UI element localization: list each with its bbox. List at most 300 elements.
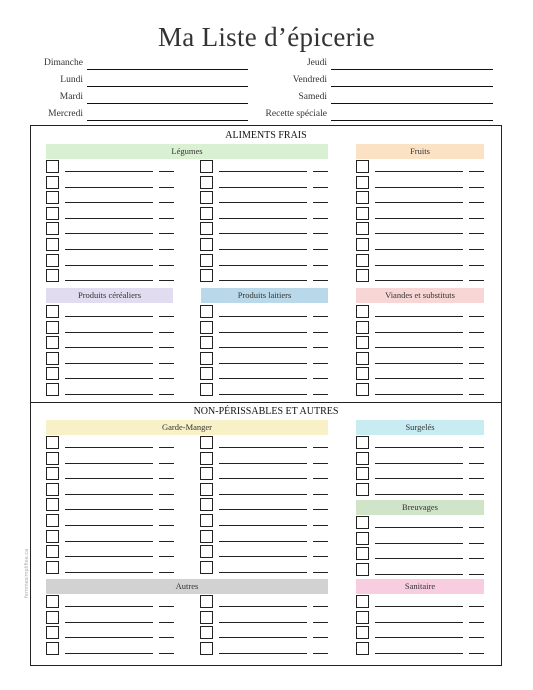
checkbox[interactable]	[46, 498, 59, 511]
item-quantity-line[interactable]	[313, 606, 328, 607]
item-quantity-line[interactable]	[469, 394, 484, 395]
item-name-line[interactable]	[375, 218, 463, 219]
item-quantity-line[interactable]	[159, 572, 174, 573]
item-name-line[interactable]	[375, 527, 463, 528]
category-sanitaire: Sanitaire	[356, 579, 484, 594]
checkbox[interactable]	[46, 321, 59, 334]
item-name-line[interactable]	[375, 394, 463, 395]
item-quantity-line[interactable]	[159, 249, 174, 250]
item-quantity-line[interactable]	[313, 187, 328, 188]
item-quantity-line[interactable]	[159, 218, 174, 219]
list-item	[356, 222, 484, 235]
item-name-line[interactable]	[375, 171, 463, 172]
checkbox[interactable]	[200, 160, 213, 173]
item-quantity-line[interactable]	[469, 527, 484, 528]
item-name-line[interactable]	[375, 233, 463, 234]
item-quantity-line[interactable]	[469, 558, 484, 559]
checkbox[interactable]	[46, 642, 59, 655]
item-quantity-line[interactable]	[469, 463, 484, 464]
category-produits-cerealiers: Produits céréaliers	[46, 288, 173, 303]
item-name-line[interactable]	[375, 280, 463, 281]
checkbox[interactable]	[200, 530, 213, 543]
checkbox[interactable]	[200, 436, 213, 449]
item-name-line[interactable]	[219, 187, 307, 188]
item-quantity-line[interactable]	[159, 637, 174, 638]
checkbox[interactable]	[46, 595, 59, 608]
day-line-mardi[interactable]	[87, 103, 248, 104]
item-name-line[interactable]	[375, 637, 463, 638]
item-name-line[interactable]	[219, 478, 307, 479]
item-name-line[interactable]	[219, 541, 307, 542]
item-name-line[interactable]	[65, 653, 153, 654]
item-quantity-line[interactable]	[313, 202, 328, 203]
list-item	[200, 176, 328, 189]
checkbox[interactable]	[200, 176, 213, 189]
day-label-mercredi: Mercredi	[48, 109, 83, 119]
item-name-line[interactable]	[375, 653, 463, 654]
list-item	[200, 483, 328, 496]
item-quantity-line[interactable]	[313, 316, 328, 317]
item-quantity-line[interactable]	[469, 280, 484, 281]
item-name-line[interactable]	[65, 378, 153, 379]
list-item	[200, 436, 328, 449]
item-name-line[interactable]	[65, 187, 153, 188]
item-quantity-line[interactable]	[159, 447, 174, 448]
item-name-line[interactable]	[65, 606, 153, 607]
day-label-vendredi: Vendredi	[292, 75, 327, 85]
item-quantity-line[interactable]	[469, 447, 484, 448]
item-quantity-line[interactable]	[159, 378, 174, 379]
item-name-line[interactable]	[65, 447, 153, 448]
list-item	[356, 483, 484, 496]
item-name-line[interactable]	[219, 202, 307, 203]
item-name-line[interactable]	[219, 332, 307, 333]
list-item	[200, 367, 328, 380]
checkbox[interactable]	[46, 514, 59, 527]
item-name-line[interactable]	[375, 543, 463, 544]
checkbox[interactable]	[46, 254, 59, 267]
list-item	[200, 626, 328, 639]
item-quantity-line[interactable]	[469, 249, 484, 250]
list-item	[200, 514, 328, 527]
list-item	[46, 642, 174, 655]
list-item	[356, 176, 484, 189]
list-item	[200, 530, 328, 543]
item-name-line[interactable]	[219, 233, 307, 234]
item-name-line[interactable]	[65, 556, 153, 557]
list-item	[46, 561, 174, 574]
item-quantity-line[interactable]	[159, 509, 174, 510]
checkbox[interactable]	[356, 269, 369, 282]
checkbox[interactable]	[356, 563, 369, 576]
checkbox[interactable]	[356, 452, 369, 465]
item-name-line[interactable]	[375, 265, 463, 266]
checkbox[interactable]	[46, 238, 59, 251]
item-quantity-line[interactable]	[469, 347, 484, 348]
checkbox[interactable]	[200, 321, 213, 334]
item-name-line[interactable]	[219, 316, 307, 317]
item-name-line[interactable]	[375, 622, 463, 623]
checkbox[interactable]	[200, 452, 213, 465]
checkbox[interactable]	[46, 269, 59, 282]
category-autres: Autres	[46, 579, 328, 594]
category-viandes-substituts: Viandes et substituts	[356, 288, 484, 303]
list-item	[356, 207, 484, 220]
item-quantity-line[interactable]	[469, 637, 484, 638]
list-item	[200, 222, 328, 235]
item-quantity-line[interactable]	[159, 347, 174, 348]
list-item	[200, 191, 328, 204]
item-name-line[interactable]	[219, 171, 307, 172]
item-quantity-line[interactable]	[313, 363, 328, 364]
checkbox[interactable]	[46, 160, 59, 173]
item-name-line[interactable]	[375, 494, 463, 495]
day-line-samedi[interactable]	[331, 103, 493, 104]
checkbox[interactable]	[46, 176, 59, 189]
category-garde-manger: Garde-Manger	[46, 420, 328, 435]
item-quantity-line[interactable]	[159, 478, 174, 479]
checkbox[interactable]	[200, 483, 213, 496]
checkbox[interactable]	[46, 436, 59, 449]
item-name-line[interactable]	[375, 378, 463, 379]
item-quantity-line[interactable]	[313, 494, 328, 495]
checkbox[interactable]	[200, 467, 213, 480]
item-name-line[interactable]	[65, 171, 153, 172]
item-name-line[interactable]	[219, 249, 307, 250]
list-item	[46, 160, 174, 173]
checkbox[interactable]	[356, 207, 369, 220]
item-name-line[interactable]	[375, 202, 463, 203]
list-item	[356, 467, 484, 480]
item-quantity-line[interactable]	[469, 622, 484, 623]
checkbox[interactable]	[200, 595, 213, 608]
list-item	[200, 383, 328, 396]
checkbox[interactable]	[356, 467, 369, 480]
list-item	[46, 176, 174, 189]
checkbox[interactable]	[200, 626, 213, 639]
checkbox[interactable]	[356, 642, 369, 655]
item-quantity-line[interactable]	[159, 525, 174, 526]
item-quantity-line[interactable]	[469, 363, 484, 364]
list-item	[46, 305, 174, 318]
checkbox[interactable]	[356, 176, 369, 189]
item-quantity-line[interactable]	[159, 202, 174, 203]
item-quantity-line[interactable]	[313, 463, 328, 464]
checkbox[interactable]	[200, 254, 213, 267]
item-name-line[interactable]	[65, 265, 153, 266]
item-quantity-line[interactable]	[159, 556, 174, 557]
checkbox[interactable]	[200, 561, 213, 574]
item-name-line[interactable]	[219, 265, 307, 266]
item-quantity-line[interactable]	[159, 280, 174, 281]
item-name-line[interactable]	[65, 478, 153, 479]
checkbox[interactable]	[356, 305, 369, 318]
item-name-line[interactable]	[65, 572, 153, 573]
item-quantity-line[interactable]	[313, 265, 328, 266]
item-quantity-line[interactable]	[313, 171, 328, 172]
list-item	[356, 321, 484, 334]
checkbox[interactable]	[356, 321, 369, 334]
item-quantity-line[interactable]	[469, 187, 484, 188]
checkbox[interactable]	[46, 367, 59, 380]
item-quantity-line[interactable]	[313, 637, 328, 638]
list-item	[46, 269, 174, 282]
item-quantity-line[interactable]	[469, 494, 484, 495]
checkbox[interactable]	[46, 305, 59, 318]
item-quantity-line[interactable]	[159, 622, 174, 623]
item-name-line[interactable]	[65, 494, 153, 495]
day-line-mercredi[interactable]	[87, 120, 248, 121]
checkbox[interactable]	[356, 222, 369, 235]
list-item	[356, 305, 484, 318]
day-label-samedi: Samedi	[298, 92, 327, 102]
checkbox[interactable]	[46, 352, 59, 365]
checkbox[interactable]	[46, 467, 59, 480]
item-name-line[interactable]	[65, 525, 153, 526]
checkbox[interactable]	[200, 514, 213, 527]
item-quantity-line[interactable]	[469, 478, 484, 479]
list-item	[46, 352, 174, 365]
list-item	[46, 626, 174, 639]
item-name-line[interactable]	[65, 622, 153, 623]
day-line-jeudi[interactable]	[331, 69, 493, 70]
category-produits-laitiers: Produits laitiers	[201, 288, 328, 303]
watermark: femmesimplifiee.ca	[24, 548, 30, 598]
list-item	[46, 530, 174, 543]
item-quantity-line[interactable]	[313, 394, 328, 395]
checkbox[interactable]	[200, 238, 213, 251]
item-name-line[interactable]	[375, 187, 463, 188]
item-quantity-line[interactable]	[159, 363, 174, 364]
item-quantity-line[interactable]	[313, 509, 328, 510]
day-line-dimanche[interactable]	[87, 69, 248, 70]
item-quantity-line[interactable]	[159, 463, 174, 464]
item-name-line[interactable]	[219, 556, 307, 557]
item-name-line[interactable]	[65, 316, 153, 317]
category-legumes: Légumes	[46, 144, 328, 159]
checkbox[interactable]	[46, 336, 59, 349]
checkbox[interactable]	[200, 352, 213, 365]
item-quantity-line[interactable]	[313, 653, 328, 654]
item-quantity-line[interactable]	[313, 478, 328, 479]
item-name-line[interactable]	[65, 394, 153, 395]
list-item	[46, 383, 174, 396]
item-name-line[interactable]	[219, 394, 307, 395]
item-quantity-line[interactable]	[313, 572, 328, 573]
list-item	[200, 269, 328, 282]
item-name-line[interactable]	[65, 347, 153, 348]
list-item	[356, 191, 484, 204]
item-quantity-line[interactable]	[469, 233, 484, 234]
list-item	[200, 642, 328, 655]
checkbox[interactable]	[200, 191, 213, 204]
item-quantity-line[interactable]	[159, 187, 174, 188]
item-name-line[interactable]	[219, 347, 307, 348]
checkbox[interactable]	[356, 238, 369, 251]
item-quantity-line[interactable]	[159, 494, 174, 495]
list-item	[200, 498, 328, 511]
item-quantity-line[interactable]	[469, 574, 484, 575]
item-name-line[interactable]	[65, 363, 153, 364]
item-quantity-line[interactable]	[159, 233, 174, 234]
item-quantity-line[interactable]	[469, 378, 484, 379]
list-item	[200, 207, 328, 220]
checkbox[interactable]	[46, 611, 59, 624]
section-divider	[30, 402, 502, 403]
item-name-line[interactable]	[219, 637, 307, 638]
item-name-line[interactable]	[219, 525, 307, 526]
item-name-line[interactable]	[65, 233, 153, 234]
item-quantity-line[interactable]	[313, 556, 328, 557]
item-quantity-line[interactable]	[313, 347, 328, 348]
item-name-line[interactable]	[219, 606, 307, 607]
checkbox[interactable]	[356, 367, 369, 380]
item-quantity-line[interactable]	[313, 541, 328, 542]
item-name-line[interactable]	[375, 316, 463, 317]
checkbox[interactable]	[356, 352, 369, 365]
item-quantity-line[interactable]	[159, 541, 174, 542]
checkbox[interactable]	[356, 483, 369, 496]
item-quantity-line[interactable]	[313, 447, 328, 448]
checkbox[interactable]	[356, 254, 369, 267]
list-item	[200, 452, 328, 465]
day-line-recette-speciale[interactable]	[331, 120, 493, 121]
list-item	[46, 254, 174, 267]
item-quantity-line[interactable]	[469, 332, 484, 333]
checkbox[interactable]	[356, 532, 369, 545]
checkbox[interactable]	[46, 222, 59, 235]
item-name-line[interactable]	[375, 558, 463, 559]
item-name-line[interactable]	[219, 280, 307, 281]
item-name-line[interactable]	[375, 463, 463, 464]
checkbox[interactable]	[356, 516, 369, 529]
item-quantity-line[interactable]	[313, 249, 328, 250]
item-name-line[interactable]	[219, 622, 307, 623]
checkbox[interactable]	[46, 545, 59, 558]
item-name-line[interactable]	[219, 653, 307, 654]
item-name-line[interactable]	[65, 509, 153, 510]
list-item	[356, 254, 484, 267]
item-name-line[interactable]	[375, 363, 463, 364]
checkbox[interactable]	[356, 626, 369, 639]
list-item	[356, 595, 484, 608]
item-name-line[interactable]	[375, 606, 463, 607]
item-name-line[interactable]	[375, 574, 463, 575]
item-quantity-line[interactable]	[313, 378, 328, 379]
item-quantity-line[interactable]	[469, 265, 484, 266]
checkbox[interactable]	[200, 642, 213, 655]
item-name-line[interactable]	[219, 494, 307, 495]
item-quantity-line[interactable]	[159, 265, 174, 266]
checkbox[interactable]	[356, 191, 369, 204]
item-quantity-line[interactable]	[469, 171, 484, 172]
checkbox[interactable]	[356, 611, 369, 624]
checkbox[interactable]	[200, 498, 213, 511]
checkbox[interactable]	[46, 561, 59, 574]
item-quantity-line[interactable]	[159, 332, 174, 333]
item-name-line[interactable]	[375, 478, 463, 479]
checkbox[interactable]	[46, 191, 59, 204]
item-quantity-line[interactable]	[313, 280, 328, 281]
item-name-line[interactable]	[219, 509, 307, 510]
item-name-line[interactable]	[65, 249, 153, 250]
item-quantity-line[interactable]	[313, 332, 328, 333]
checkbox[interactable]	[200, 383, 213, 396]
item-name-line[interactable]	[375, 249, 463, 250]
checkbox[interactable]	[46, 626, 59, 639]
item-quantity-line[interactable]	[159, 394, 174, 395]
item-name-line[interactable]	[65, 280, 153, 281]
item-quantity-line[interactable]	[313, 622, 328, 623]
item-name-line[interactable]	[65, 637, 153, 638]
item-name-line[interactable]	[65, 332, 153, 333]
item-quantity-line[interactable]	[469, 606, 484, 607]
checkbox[interactable]	[356, 383, 369, 396]
checkbox[interactable]	[200, 269, 213, 282]
item-quantity-line[interactable]	[159, 171, 174, 172]
item-name-line[interactable]	[219, 363, 307, 364]
checkbox[interactable]	[200, 367, 213, 380]
item-name-line[interactable]	[219, 447, 307, 448]
checkbox[interactable]	[46, 483, 59, 496]
item-quantity-line[interactable]	[159, 606, 174, 607]
item-quantity-line[interactable]	[469, 543, 484, 544]
checkbox[interactable]	[200, 611, 213, 624]
checkbox[interactable]	[46, 383, 59, 396]
list-item	[46, 498, 174, 511]
item-quantity-line[interactable]	[313, 525, 328, 526]
checkbox[interactable]	[200, 222, 213, 235]
checkbox[interactable]	[356, 547, 369, 560]
checkbox[interactable]	[356, 160, 369, 173]
checkbox[interactable]	[46, 530, 59, 543]
item-quantity-line[interactable]	[469, 316, 484, 317]
list-item	[46, 483, 174, 496]
item-name-line[interactable]	[375, 332, 463, 333]
item-name-line[interactable]	[65, 541, 153, 542]
checkbox[interactable]	[200, 336, 213, 349]
day-line-vendredi[interactable]	[331, 86, 493, 87]
checkbox[interactable]	[200, 207, 213, 220]
item-name-line[interactable]	[375, 447, 463, 448]
checkbox[interactable]	[46, 207, 59, 220]
item-quantity-line[interactable]	[159, 653, 174, 654]
item-name-line[interactable]	[219, 463, 307, 464]
item-name-line[interactable]	[65, 218, 153, 219]
list-item	[356, 563, 484, 576]
item-quantity-line[interactable]	[313, 218, 328, 219]
item-name-line[interactable]	[65, 463, 153, 464]
list-item	[46, 207, 174, 220]
item-name-line[interactable]	[219, 218, 307, 219]
item-name-line[interactable]	[219, 378, 307, 379]
checkbox[interactable]	[356, 336, 369, 349]
item-quantity-line[interactable]	[313, 233, 328, 234]
item-quantity-line[interactable]	[469, 202, 484, 203]
checkbox[interactable]	[200, 305, 213, 318]
checkbox[interactable]	[356, 436, 369, 449]
item-name-line[interactable]	[219, 572, 307, 573]
item-name-line[interactable]	[375, 347, 463, 348]
checkbox[interactable]	[356, 595, 369, 608]
day-line-lundi[interactable]	[87, 86, 248, 87]
item-name-line[interactable]	[65, 202, 153, 203]
checkbox[interactable]	[200, 545, 213, 558]
item-quantity-line[interactable]	[469, 653, 484, 654]
item-quantity-line[interactable]	[159, 316, 174, 317]
item-quantity-line[interactable]	[469, 218, 484, 219]
checkbox[interactable]	[46, 452, 59, 465]
